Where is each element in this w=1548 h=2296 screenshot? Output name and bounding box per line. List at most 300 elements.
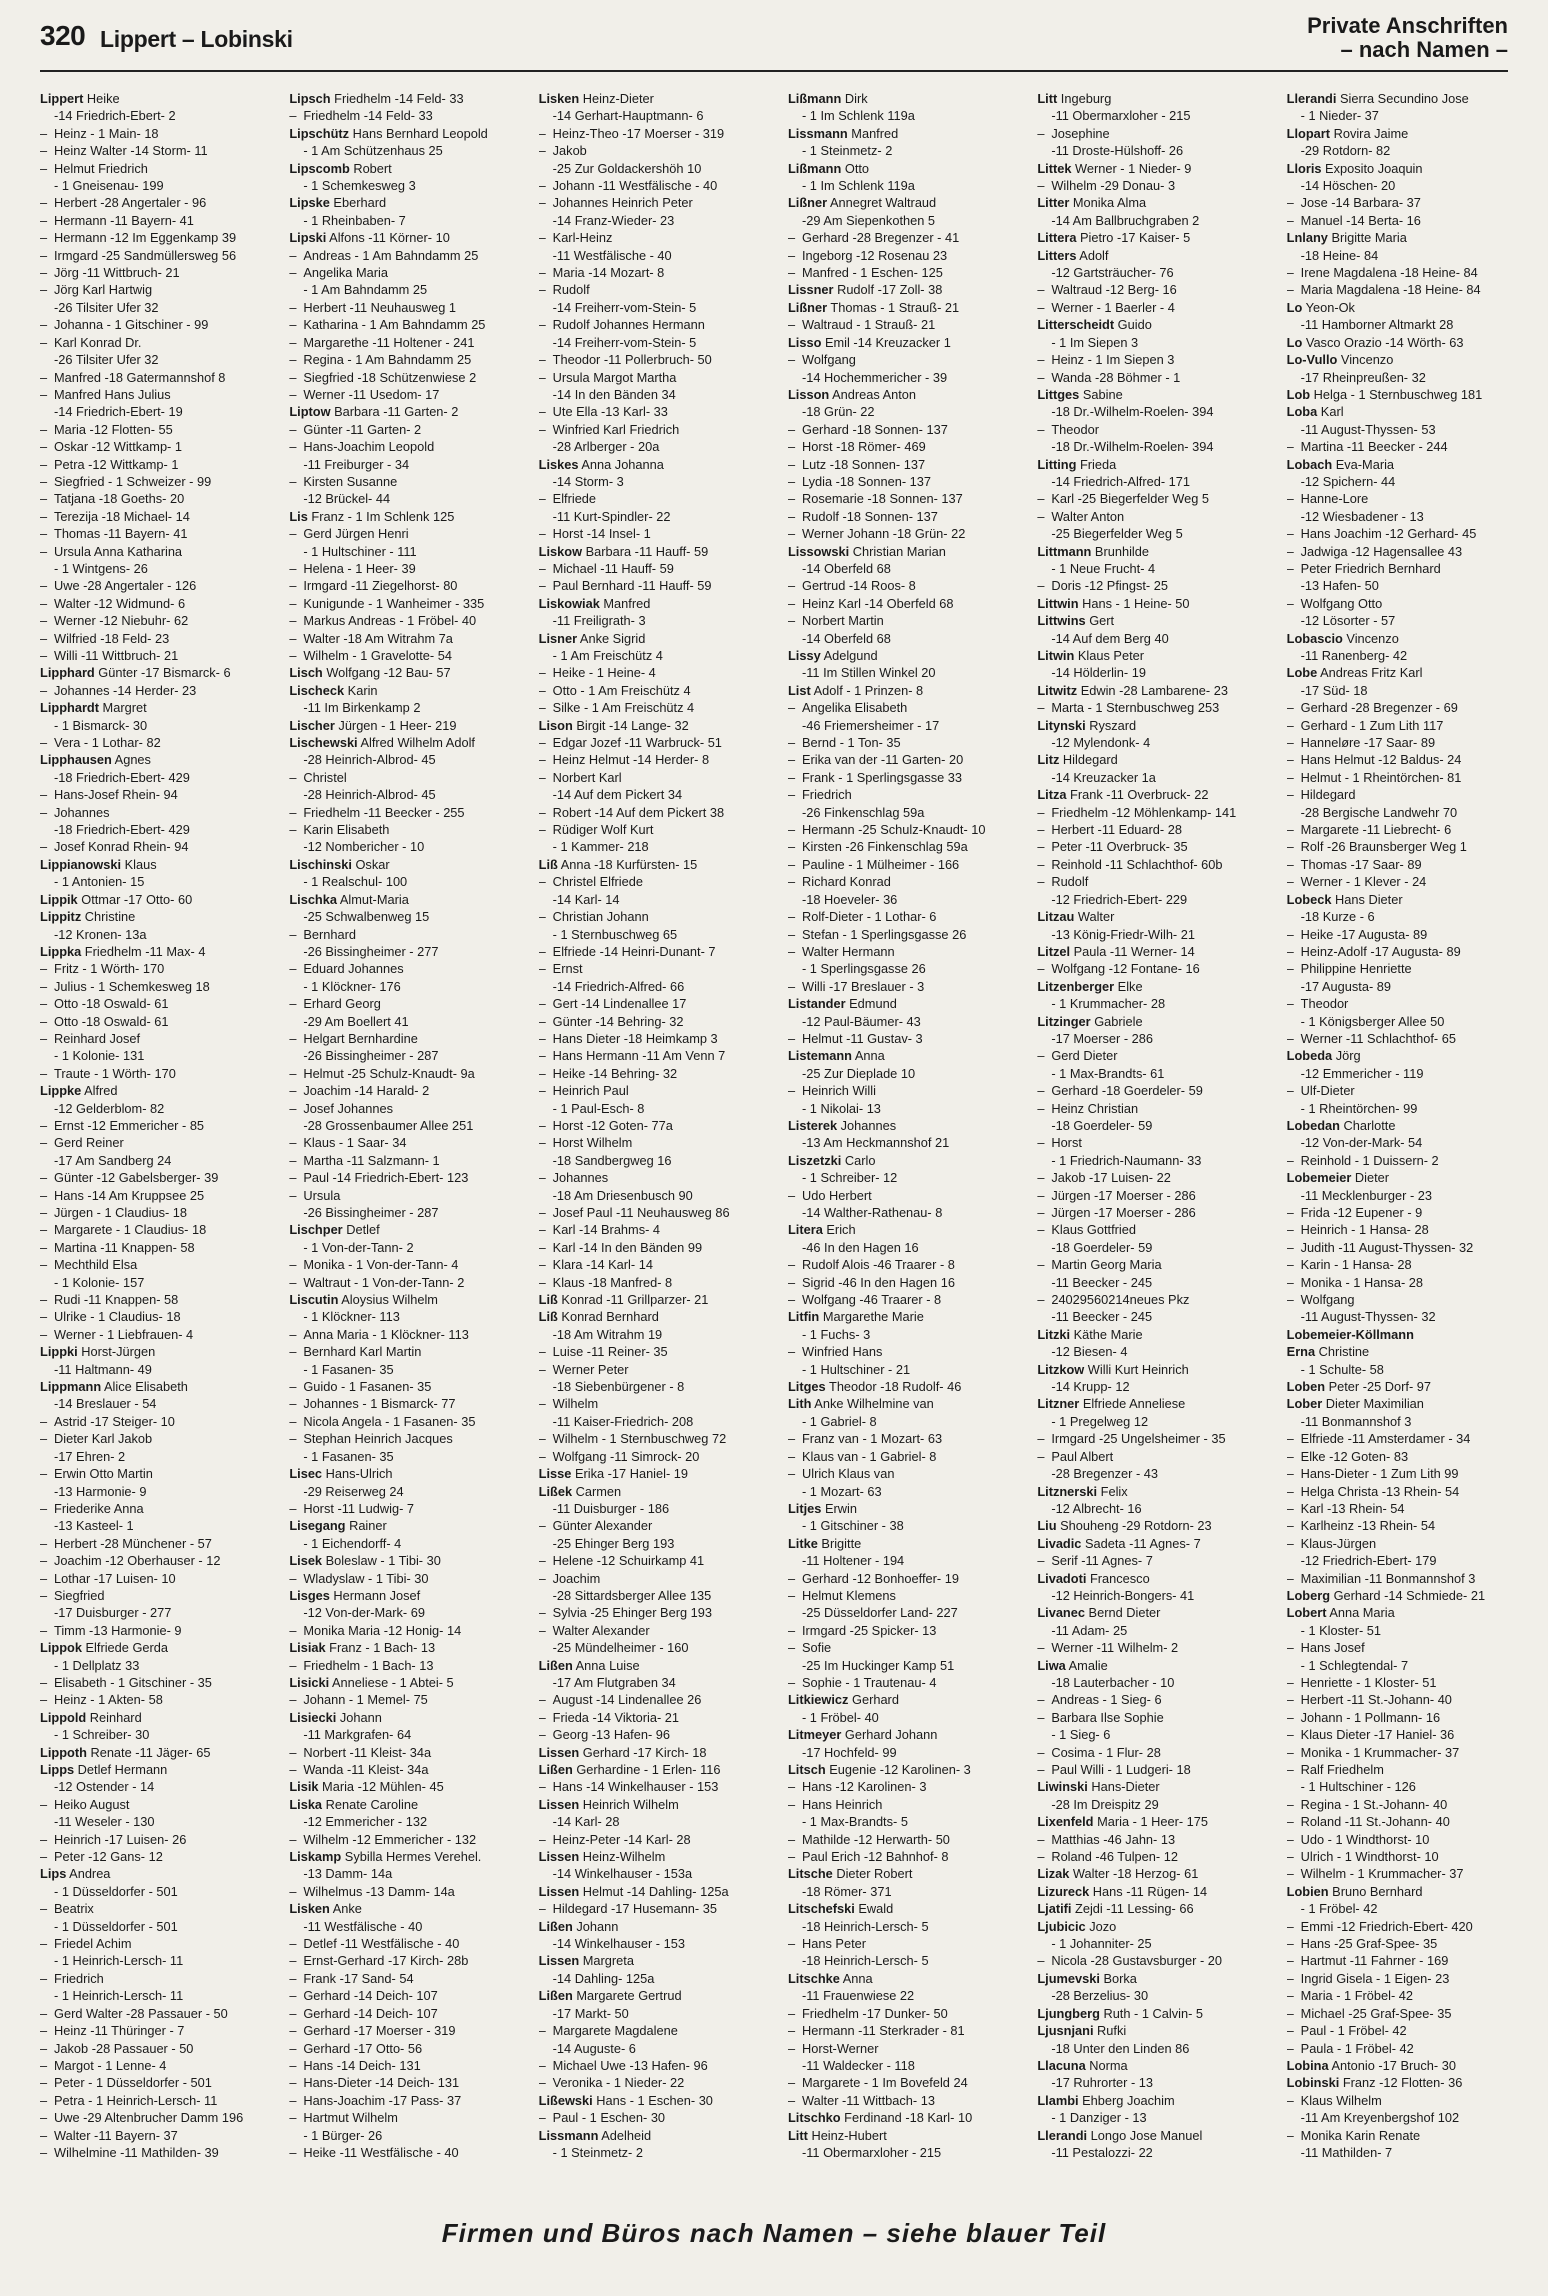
directory-entry: – Gerhard -14 Deich- 107: [289, 1988, 438, 2004]
directory-entry: – Uwe -29 Altenbrucher Damm 196: [40, 2110, 244, 2126]
directory-entry: -18 Sandbergweg 16: [552, 1152, 672, 1168]
directory-entry: -25 Im Huckinger Kamp 51: [801, 1657, 955, 1673]
directory-entry: Lisch Wolfgang -12 Bau- 57: [289, 665, 451, 681]
directory-entry: – Heinz - 1 Main- 18: [40, 125, 159, 141]
directory-entry: -14 Friedrich-Alfred- 66: [552, 978, 685, 994]
directory-entry: – Paula - 1 Fröbel- 42: [1286, 2040, 1414, 2056]
directory-entry: – Monika - 1 Von-der-Tann- 4: [289, 1257, 459, 1273]
directory-entry: – Margarete -11 Liebrecht- 6: [1286, 822, 1452, 838]
directory-entry: -14 Karl- 14: [552, 891, 620, 907]
directory-entry: – Nicola -28 Gustavsburger - 20: [1037, 1953, 1223, 1969]
directory-entry: – Katharina - 1 Am Bahndamm 25: [289, 317, 486, 333]
directory-entry: – Gerhard -28 Bregenzer - 69: [1286, 700, 1458, 716]
directory-entry: – Georg -13 Hafen- 96: [538, 1727, 671, 1743]
directory-entry: – Herbert -11 Neuhausweg 1: [289, 299, 457, 315]
directory-entry: - 1 Nikolai- 13: [801, 1100, 881, 1116]
directory-entry: – Werner Johann -18 Grün- 22: [787, 526, 966, 542]
directory-entry: – Christel: [289, 769, 347, 785]
directory-entry: -12 Von-der-Mark- 54: [1300, 1135, 1423, 1151]
directory-entry: – Irene Magdalena -18 Heine- 84: [1286, 265, 1478, 281]
directory-entry: – Hans Josef: [1286, 1640, 1365, 1656]
directory-entry: -13 Kasteel- 1: [54, 1518, 134, 1534]
directory-entry: Lippok Elfriede Gerda: [40, 1640, 169, 1656]
directory-entry: – Jörg -11 Wittbruch- 21: [40, 265, 180, 281]
directory-entry: – Stefan - 1 Sperlingsgasse 26: [787, 926, 967, 942]
directory-entry: Lisek Boleslaw - 1 Tibi- 30: [289, 1553, 441, 1569]
directory-entry: – Bernhard: [289, 926, 356, 942]
directory-entry: -11 Im Stillen Winkel 20: [801, 665, 936, 681]
directory-entry: – Margarete - 1 Claudius- 18: [40, 1222, 207, 1238]
directory-entry: Ljumevski Borka: [1037, 1970, 1137, 1986]
directory-entry: – Winfried Karl Friedrich: [538, 421, 680, 437]
directory-entry: -14 Friedrich-Ebert- 19: [54, 404, 183, 420]
directory-entry: -25 Düsseldorfer Land- 227: [801, 1605, 958, 1621]
directory-entry: – Petra -12 Wittkamp- 1: [40, 456, 179, 472]
directory-entry: -11 Obermarxloher - 215: [801, 2144, 942, 2160]
directory-entry: Lisner Anke Sigrid: [538, 630, 646, 646]
directory-entry: – Ernst: [538, 961, 583, 977]
directory-entry: - 1 Gabriel- 8: [801, 1413, 877, 1429]
directory-entry: -28 Im Dreispitz 29: [1051, 1796, 1159, 1812]
directory-columns: [40, 90, 1516, 2180]
directory-entry: -26 Tilsiter Ufer 32: [54, 352, 159, 368]
directory-entry: – Johann -11 Westfälische - 40: [538, 178, 718, 194]
directory-entry: – Kirsten Susanne: [289, 473, 398, 489]
directory-entry: – Ursula Margot Martha: [538, 369, 677, 385]
directory-entry: Lippitz Christine: [40, 909, 136, 925]
directory-entry: – Ute Ella -13 Karl- 33: [538, 404, 668, 420]
directory-entry: – Horst -11 Ludwig- 7: [289, 1500, 415, 1516]
directory-entry: -17 Markt- 50: [552, 2005, 629, 2021]
directory-entry: Lobien Bruno Bernhard: [1286, 1883, 1423, 1899]
directory-entry: -18 Grün- 22: [801, 404, 875, 420]
directory-entry: Littwin Hans - 1 Heine- 50: [1037, 595, 1190, 611]
directory-entry: - 1 Düsseldorfer - 501: [54, 1918, 178, 1934]
directory-entry: – Cosima - 1 Flur- 28: [1037, 1744, 1161, 1760]
directory-entry: -12 Spichern- 44: [1300, 473, 1396, 489]
directory-entry: – Johann - 1 Memel- 75: [289, 1692, 428, 1708]
directory-entry: – Karin - 1 Hansa- 28: [1286, 1257, 1412, 1273]
directory-entry: -46 Friemersheimer - 17: [801, 717, 940, 733]
directory-entry: – Wilhelm - 1 Krummacher- 37: [1286, 1866, 1464, 1882]
directory-entry: Lober Dieter Maximilian: [1286, 1396, 1424, 1412]
directory-entry: Lißen Gerhardine - 1 Erlen- 116: [538, 1762, 721, 1777]
directory-entry: -26 Bissingheimer - 287: [303, 1048, 439, 1064]
directory-entry: Litzinger Gabriele: [1037, 1013, 1143, 1029]
directory-entry: List Adolf - 1 Prinzen- 8: [787, 682, 924, 698]
directory-entry: -29 Am Siepenkothen 5: [801, 212, 936, 228]
directory-entry: – Heinrich Paul: [538, 1083, 629, 1099]
directory-entry: -18 Heine- 84: [1300, 247, 1379, 263]
directory-entry: – Helena - 1 Heer- 39: [289, 560, 416, 576]
directory-entry: Liwinski Hans-Dieter: [1037, 1779, 1160, 1795]
directory-entry: – Luise -11 Reiner- 35: [538, 1344, 668, 1360]
directory-entry: – Hans-Joachim -17 Pass- 37: [289, 2092, 462, 2108]
directory-entry: – Norbert Martin: [787, 613, 884, 629]
directory-entry: -12 Brückel- 44: [303, 491, 391, 507]
directory-entry: Llerandi Longo Jose Manuel: [1037, 2127, 1203, 2143]
directory-entry: – Helene -12 Schuirkamp 41: [538, 1553, 705, 1569]
directory-entry: Lis Franz - 1 Im Schlenk 125: [289, 508, 455, 524]
directory-entry: – Herbert -28 Angertaler - 96: [40, 195, 207, 211]
directory-entry: – Rudolf: [538, 282, 590, 298]
directory-entry: – Lutz -18 Sonnen- 137: [787, 456, 926, 472]
directory-entry: - 1 Danziger - 13: [1051, 2110, 1147, 2126]
directory-entry: – Bernhard Karl Martin: [289, 1344, 422, 1360]
directory-entry: - 1 Steinmetz- 2: [801, 143, 893, 159]
directory-entry: -12 Albrecht- 16: [1051, 1500, 1142, 1516]
directory-entry: – Joachim -14 Harald- 2: [289, 1083, 430, 1099]
directory-entry: – Günter -14 Behring- 32: [538, 1013, 684, 1029]
directory-entry: - 1 Am Bahndamm 25: [303, 282, 428, 298]
directory-entry: – Udo - 1 Windthorst- 10: [1286, 1831, 1430, 1847]
directory-entry: – Gert -14 Lindenallee 17: [538, 996, 687, 1012]
directory-entry: - 1 Mozart- 63: [801, 1483, 882, 1499]
directory-entry: – Gerhard - 1 Zum Lith 117: [1286, 717, 1444, 733]
directory-entry: - 1 Johanniter- 25: [1051, 1936, 1152, 1952]
directory-entry: – Joachim: [538, 1570, 601, 1586]
directory-entry: – Walter -11 Wittbach- 13: [787, 2092, 935, 2108]
directory-entry: – Wladyslaw - 1 Tibi- 30: [289, 1570, 429, 1586]
directory-entry: – Hans Hermann -11 Am Venn 7: [538, 1048, 726, 1064]
directory-entry: -14 Auguste- 6: [552, 2040, 636, 2056]
directory-entry: – Klaus Dieter -17 Haniel- 36: [1286, 1727, 1455, 1743]
directory-entry: -13 Am Heckmannshof 21: [801, 1135, 950, 1151]
directory-entry: – Andreas - 1 Sieg- 6: [1037, 1692, 1162, 1708]
directory-entry: - 1 Gitschiner - 38: [801, 1518, 904, 1534]
page-header: [40, 12, 1508, 62]
directory-entry: -18 Heinrich-Lersch- 5: [801, 1918, 929, 1934]
directory-entry: – Robert -14 Auf dem Pickert 38: [538, 804, 725, 820]
directory-entry: – Otto - 1 Am Freischütz 4: [538, 682, 691, 698]
directory-entry: Lipsch Friedhelm -14 Feld- 33: [289, 91, 464, 106]
directory-entry: – Heike -17 Augusta- 89: [1286, 926, 1428, 942]
directory-entry: -12 Gelderblom- 82: [54, 1100, 165, 1116]
directory-entry: Lisiecki Johann: [289, 1709, 382, 1725]
directory-entry: – Norbert Karl: [538, 769, 622, 785]
directory-entry: – Christel Elfriede: [538, 874, 643, 890]
directory-entry: – Friedhelm -11 Beecker - 255: [289, 804, 465, 820]
directory-entry: – Friedrich: [787, 787, 852, 803]
directory-entry: – Walter Anton: [1037, 508, 1125, 524]
directory-entry: – Herbert -11 St.-Johann- 40: [1286, 1692, 1452, 1708]
directory-entry: -17 Ehren- 2: [54, 1448, 126, 1464]
directory-entry: – Hans -14 Am Kruppsee 25: [40, 1187, 205, 1203]
directory-entry: Llambi Ehberg Joachim: [1037, 2092, 1175, 2108]
directory-entry: – Werner -11 Usedom- 17: [289, 386, 440, 402]
directory-entry: – Angelika Maria: [289, 265, 388, 281]
directory-entry: -11 Beecker - 245: [1051, 1274, 1153, 1290]
directory-entry: -12 Mylendonk- 4: [1051, 735, 1151, 751]
directory-entry: – Klaus Wilhelm: [1286, 2092, 1382, 2108]
directory-entry: -11 Am Kreyenbergshof 102: [1300, 2110, 1460, 2126]
directory-entry: -14 Oberfeld 68: [801, 560, 891, 576]
directory-entry: – Jürgen - 1 Claudius- 18: [40, 1205, 188, 1220]
directory-entry: – Hermann -25 Schulz-Knaudt- 10: [787, 822, 986, 838]
directory-entry: – Hildegard: [1286, 787, 1356, 803]
directory-entry: -17 Süd- 18: [1300, 682, 1368, 698]
directory-entry: – Peter - 1 Düsseldorfer - 501: [40, 2075, 212, 2091]
directory-entry: – Gertrud -14 Roos- 8: [787, 578, 916, 594]
directory-entry: – Elfriede -11 Amsterdamer - 34: [1286, 1431, 1471, 1447]
directory-entry: Littges Sabine: [1037, 386, 1123, 402]
directory-entry: – Jadwiga -12 Hagensallee 43: [1286, 543, 1463, 559]
directory-entry: – Sofie: [787, 1640, 832, 1656]
directory-entry: – Elisabeth - 1 Gitschiner - 35: [40, 1674, 212, 1690]
directory-entry: – Heike - 1 Heine- 4: [538, 665, 656, 681]
directory-entry: Litter Monika Alma: [1037, 195, 1147, 211]
directory-entry: – Wolfgang Otto: [1286, 595, 1383, 611]
directory-entry: - 1 Kloster- 51: [1300, 1622, 1382, 1638]
directory-entry: -14 Freiherr-vom-Stein- 5: [552, 334, 697, 350]
directory-entry: – Wolfgang -46 Traarer - 8: [787, 1292, 942, 1308]
directory-entry: – Jose -14 Barbara- 37: [1286, 195, 1421, 211]
directory-entry: - 1 Friedrich-Naumann- 33: [1051, 1152, 1202, 1168]
directory-entry: – Siegfried: [40, 1587, 105, 1603]
directory-entry: – Maria Magdalena -18 Heine- 84: [1286, 282, 1481, 298]
directory-entry: Livanec Bernd Dieter: [1037, 1605, 1161, 1621]
directory-entry: - 1 Bismarck- 30: [54, 717, 148, 733]
directory-entry: – Julius - 1 Schemkesweg 18: [40, 978, 210, 994]
directory-entry: Lo-Vullo Vincenzo: [1286, 352, 1394, 368]
directory-entry: Litkiewicz Gerhard: [787, 1692, 899, 1708]
directory-entry: - 1 Gneisenau- 199: [54, 178, 164, 194]
directory-entry: – Petra - 1 Heinrich-Lersch- 11: [40, 2092, 218, 2108]
directory-entry: Llacuna Norma: [1037, 2057, 1128, 2073]
directory-entry: Litschko Ferdinand -18 Karl- 10: [787, 2110, 973, 2126]
directory-entry: Lißek Carmen: [538, 1483, 622, 1499]
directory-entry: -17 Hochfeld- 99: [801, 1744, 897, 1760]
directory-entry: -28 Heinrich-Albrod- 45: [303, 752, 436, 768]
directory-entry: Lissen Helmut -14 Dahling- 125a: [538, 1883, 729, 1899]
directory-entry: – Lydia -18 Sonnen- 137: [787, 473, 931, 489]
directory-entry: – Gerhard -17 Moerser - 319: [289, 2023, 456, 2039]
directory-entry: – Horst-Werner: [787, 2040, 879, 2056]
directory-entry: Loba Karl: [1286, 404, 1344, 420]
directory-entry: – Friedhelm -12 Möhlenkamp- 141: [1037, 804, 1237, 820]
directory-entry: -18 Am Witrahm 19: [552, 1326, 663, 1342]
directory-entry: -11 Obermarxloher - 215: [1051, 108, 1191, 124]
directory-entry: - 1 Bürger- 26: [303, 2127, 383, 2143]
directory-entry: – Werner -12 Niebuhr- 62: [40, 613, 189, 629]
directory-entry: – Manfred - 1 Eschen- 125: [787, 265, 943, 281]
directory-entry: Lißen Anna Luise: [538, 1657, 640, 1673]
directory-entry: -26 Tilsiter Ufer 32: [54, 299, 159, 315]
directory-entry: – Günter Alexander: [538, 1518, 653, 1534]
directory-entry: Ljusnjani Rufki: [1037, 2023, 1127, 2039]
directory-entry: – Heinz Walter -14 Storm- 11: [40, 143, 208, 159]
directory-entry: Lipscomb Robert: [289, 160, 392, 176]
directory-entry: - 1 Klöckner- 113: [303, 1309, 400, 1325]
directory-entry: – Ulrich - 1 Windthorst- 10: [1286, 1849, 1439, 1865]
directory-entry: - 1 Am Freischütz 4: [552, 648, 663, 663]
directory-entry: Liskamp Sybilla Hermes Verehel.: [289, 1849, 482, 1865]
directory-entry: – Hildegard -17 Husemann- 35: [538, 1901, 717, 1917]
directory-entry: -14 Franz-Wieder- 23: [552, 212, 675, 228]
directory-entry: – Maximilian -11 Bonmannshof 3: [1286, 1570, 1476, 1586]
directory-entry: – Friedhelm -14 Feld- 33: [289, 108, 433, 124]
directory-entry: – Guido - 1 Fasanen- 35: [289, 1379, 432, 1395]
directory-entry: – Ulf-Dieter: [1286, 1083, 1355, 1099]
directory-entry: – Willi -11 Wittbruch- 21: [40, 648, 179, 663]
directory-entry: – Wilfried -18 Feld- 23: [40, 630, 170, 646]
directory-entry: – Hans Dieter -18 Heimkamp 3: [538, 1030, 718, 1046]
directory-entry: – Gerhard -18 Goerdeler- 59: [1037, 1083, 1203, 1099]
directory-entry: – Emmi -12 Friedrich-Ebert- 420: [1286, 1918, 1473, 1934]
directory-entry: -12 Heinrich-Bongers- 41: [1051, 1587, 1195, 1603]
directory-entry: – Margarete Magdalene: [538, 2023, 678, 2039]
directory-entry: -14 Winkelhauser - 153a: [552, 1866, 693, 1882]
directory-entry: - 1 Paul-Esch- 8: [552, 1100, 645, 1116]
directory-entry: -14 In den Bänden 34: [552, 386, 676, 402]
directory-entry: Lißner Thomas - 1 Strauß- 21: [787, 299, 960, 315]
directory-entry: Lipske Eberhard: [289, 195, 387, 211]
directory-entry: – Dieter Karl Jakob: [40, 1431, 153, 1447]
directory-entry: – Otto -18 Oswald- 61: [40, 1013, 169, 1029]
directory-entry: Liska Renate Caroline: [289, 1796, 419, 1812]
directory-entry: - 1 Im Schlenk 119a: [801, 178, 915, 194]
directory-entry: -14 Auf dem Berg 40: [1051, 630, 1169, 646]
directory-entry: - 1 Kammer- 218: [552, 839, 649, 855]
directory-entry: – Theodor: [1286, 996, 1349, 1012]
directory-entry: - 1 Dellplatz 33: [54, 1657, 140, 1673]
directory-entry: Litera Erich: [787, 1222, 856, 1238]
directory-entry: Llerandi Sierra Secundino Jose: [1286, 91, 1469, 106]
directory-entry: – Paul Albert: [1037, 1448, 1114, 1464]
directory-entry: -11 Mecklenburger - 23: [1300, 1187, 1433, 1203]
directory-entry: -12 Paul-Bäumer- 43: [801, 1013, 921, 1029]
directory-entry: Lißner Annegret Waltraud: [787, 195, 937, 211]
directory-entry: – Johannes -14 Herder- 23: [40, 682, 197, 698]
directory-entry: – Erhard Georg: [289, 996, 381, 1012]
directory-entry: -14 Walther-Rathenau- 8: [801, 1205, 943, 1220]
directory-entry: – Walter -18 Am Witrahm 7a: [289, 630, 453, 646]
directory-entry: – Klaus Gottfried: [1037, 1222, 1136, 1238]
directory-entry: Lobeck Hans Dieter: [1286, 891, 1403, 907]
directory-entry: – Elfriede: [538, 491, 597, 507]
directory-entry: Littmann Brunhilde: [1037, 543, 1149, 559]
directory-entry: -26 Bissingheimer - 277: [303, 943, 439, 959]
directory-entry: - 1 Heinrich-Lersch- 11: [54, 1953, 184, 1969]
directory-entry: -12 Von-der-Mark- 69: [303, 1605, 425, 1621]
directory-entry: Lischka Almut-Maria: [289, 891, 409, 907]
directory-entry: Llopart Rovira Jaime: [1286, 125, 1409, 141]
directory-entry: -28 Bregenzer - 43: [1051, 1466, 1159, 1482]
directory-entry: -11 Haltmann- 49: [54, 1361, 152, 1377]
directory-column: [1037, 90, 1266, 2180]
directory-entry: – Monika - 1 Hansa- 28: [1286, 1274, 1423, 1290]
directory-entry: - 1 Im Schlenk 119a: [801, 108, 915, 124]
directory-entry: Litjes Erwin: [787, 1500, 857, 1516]
directory-entry: – Fritz - 1 Wörth- 170: [40, 961, 165, 977]
directory-entry: – Monika Maria -12 Honig- 14: [289, 1622, 462, 1638]
directory-entry: – Siegfried -18 Schützenwiese 2: [289, 369, 477, 385]
directory-entry: Litynski Ryszard: [1037, 717, 1137, 733]
directory-entry: – Heinrich -17 Luisen- 26: [40, 1831, 187, 1847]
directory-entry: – Helmut Friedrich: [40, 160, 148, 176]
directory-entry: - 1 Fasanen- 35: [303, 1361, 394, 1377]
directory-entry: – Marta - 1 Sternbuschweg 253: [1037, 700, 1220, 716]
directory-entry: -12 Ostender - 14: [54, 1779, 155, 1795]
directory-entry: – Ursula Anna Katharina: [40, 543, 183, 559]
directory-entry: – Klaus van - 1 Gabriel- 8: [787, 1448, 937, 1464]
directory-entry: – Uwe -28 Angertaler - 126: [40, 578, 197, 594]
directory-entry: Lißen Johann: [538, 1918, 619, 1934]
directory-entry: -17 Am Sandberg 24: [54, 1152, 172, 1168]
directory-entry: – Johannes Heinrich Peter: [538, 195, 693, 211]
section-title: [1307, 14, 1508, 62]
directory-entry: Lippik Ottmar -17 Otto- 60: [40, 891, 193, 907]
directory-entry: – Angelika Elisabeth: [787, 700, 908, 716]
directory-entry: -17 Duisburger - 277: [54, 1605, 172, 1621]
directory-entry: – Hans Peter: [787, 1936, 867, 1952]
directory-entry: -11 Westfälische - 40: [303, 1918, 423, 1934]
directory-entry: Lobe Andreas Fritz Karl: [1286, 665, 1423, 681]
directory-entry: – Wilhelm: [538, 1396, 599, 1412]
directory-entry: Litges Theodor -18 Rudolf- 46: [787, 1379, 962, 1395]
directory-entry: Lobascio Vincenzo: [1286, 630, 1399, 646]
directory-entry: – Michael -25 Graf-Spee- 35: [1286, 2005, 1452, 2021]
directory-entry: – Karin Elisabeth: [289, 822, 390, 838]
directory-entry: -13 König-Friedr-Wilh- 21: [1051, 926, 1195, 942]
directory-entry: – Karl -25 Biegerfelder Weg 5: [1037, 491, 1210, 507]
directory-entry: – 24029560214neues Pkz: [1037, 1292, 1190, 1308]
directory-entry: Lisson Andreas Anton: [787, 386, 917, 402]
directory-entry: – Klaus-Jürgen: [1286, 1535, 1377, 1551]
directory-entry: – Tatjana -18 Goeths- 20: [40, 491, 185, 507]
directory-entry: Litschke Anna: [787, 1970, 873, 1986]
directory-entry: Lippoth Renate -11 Jäger- 65: [40, 1744, 211, 1760]
directory-entry: – Horst -18 Römer- 469: [787, 439, 926, 455]
directory-entry: -17 Rheinpreußen- 32: [1300, 369, 1426, 385]
directory-entry: Litters Adolf: [1037, 247, 1109, 263]
section-title-line2: – nach Namen –: [1340, 37, 1508, 62]
directory-entry: – Heinz Helmut -14 Herder- 8: [538, 752, 710, 768]
directory-entry: – Maria - 1 Fröbel- 42: [1286, 1988, 1414, 2004]
directory-entry: – Manfred -18 Gatermannshof 8: [40, 369, 226, 385]
directory-entry: Ljatifi Zejdi -11 Lessing- 66: [1037, 1901, 1194, 1917]
directory-entry: Lissowski Christian Marian: [787, 543, 946, 559]
directory-entry: – Werner Peter: [538, 1361, 629, 1377]
directory-entry: – Jakob -28 Passauer - 50: [40, 2040, 194, 2056]
directory-entry: – Helmut Klemens: [787, 1587, 896, 1603]
directory-entry: Ljubicic Jozo: [1037, 1918, 1117, 1934]
directory-entry: – Wolfgang -11 Simrock- 20: [538, 1448, 700, 1464]
directory-entry: Lischinski Oskar: [289, 856, 390, 872]
directory-entry: – Sylvia -25 Ehinger Berg 193: [538, 1605, 712, 1621]
directory-entry: – Erika van der -11 Garten- 20: [787, 752, 964, 768]
directory-entry: - 1 Schreiber- 30: [54, 1727, 150, 1743]
directory-entry: – Gerhard -14 Deich- 107: [289, 2005, 438, 2021]
directory-entry: – Thomas -17 Saar- 89: [1286, 856, 1422, 872]
directory-entry: Litschefski Ewald: [787, 1901, 894, 1917]
directory-entry: – Oskar -12 Wittkamp- 1: [40, 439, 182, 455]
directory-entry: – Ernst -12 Emmericher - 85: [40, 1117, 205, 1133]
directory-entry: – Sophie - 1 Trautenau- 4: [787, 1674, 937, 1690]
directory-entry: – Siegfried - 1 Schweizer - 99: [40, 473, 212, 489]
directory-entry: – Rolf -26 Braunsberger Weg 1: [1286, 839, 1467, 855]
directory-entry: – Gerhard -28 Bregenzer - 41: [787, 230, 960, 246]
directory-entry: - 1 Pregelweg 12: [1051, 1413, 1149, 1429]
directory-entry: -11 Duisburger - 186: [552, 1500, 670, 1516]
directory-entry: Listerek Johannes: [787, 1117, 897, 1133]
directory-entry: -14 Krupp- 12: [1051, 1379, 1130, 1395]
directory-entry: -14 Hölderlin- 19: [1051, 665, 1146, 681]
directory-entry: Liu Shouheng -29 Rotdorn- 23: [1037, 1518, 1212, 1534]
directory-entry: – Werner - 1 Klever - 24: [1286, 874, 1427, 890]
directory-entry: – Heiko August: [40, 1796, 130, 1812]
directory-entry: – Otto -18 Oswald- 61: [40, 996, 169, 1012]
